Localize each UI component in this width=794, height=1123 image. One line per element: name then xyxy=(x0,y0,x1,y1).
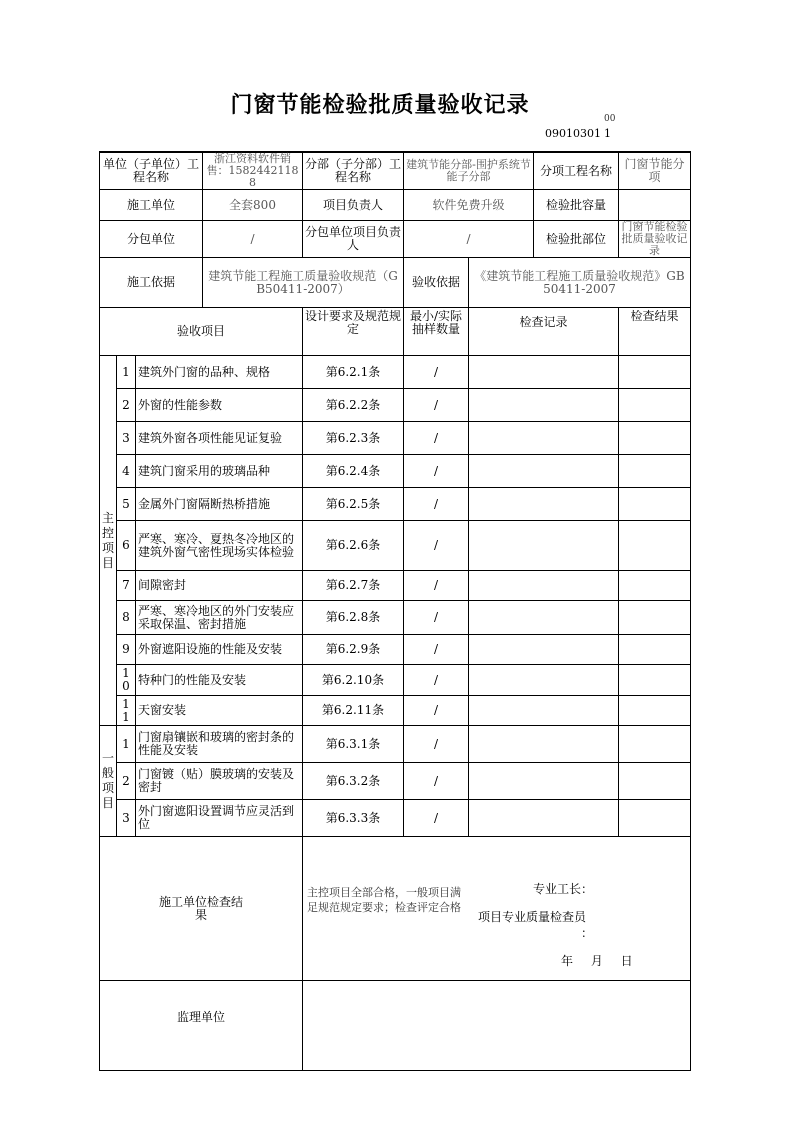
subunit-name-label: 分部（子分部）工程名称 xyxy=(303,152,404,190)
item-requirement: 第6.2.10条 xyxy=(303,665,404,696)
construction-unit-label: 施工单位 xyxy=(100,190,203,221)
item-result xyxy=(619,696,691,726)
item-requirement: 第6.2.7条 xyxy=(303,571,404,601)
table-row xyxy=(100,488,691,521)
item-sample-qty: / xyxy=(404,488,469,521)
form-code-suffix-top: 00 xyxy=(604,114,616,124)
item-result xyxy=(619,635,691,665)
item-sample-qty: / xyxy=(404,601,469,635)
item-requirement: 第6.2.4条 xyxy=(303,455,404,488)
row-number: 3 xyxy=(117,422,136,455)
item-sample-qty: / xyxy=(404,726,469,763)
unit-name-value: 浙江资料软件销售：15824421188 xyxy=(203,152,303,190)
item-name: 严寒、寒冷、夏热冬冷地区的建筑外窗气密性现场实体检验 xyxy=(136,521,303,571)
table-row xyxy=(100,726,691,763)
quality-inspector-colon: ： xyxy=(581,926,594,940)
table-row xyxy=(100,601,691,635)
item-requirement: 第6.2.11条 xyxy=(303,696,404,726)
row-number: 1 xyxy=(117,356,136,389)
item-record xyxy=(469,422,619,455)
batch-capacity-label: 检验批容量 xyxy=(534,190,619,221)
row-number: 10 xyxy=(117,665,136,696)
table-row xyxy=(100,571,691,601)
item-record xyxy=(469,726,619,763)
table-row xyxy=(100,800,691,837)
supervision-label: 监理单位 xyxy=(100,981,303,1071)
acceptance-basis-label: 验收依据 xyxy=(404,258,469,308)
item-requirement: 第6.2.8条 xyxy=(303,601,404,635)
item-result xyxy=(619,356,691,389)
item-result xyxy=(619,571,691,601)
form-code: 09010301 xyxy=(545,127,601,140)
item-name: 建筑外窗各项性能见证复验 xyxy=(136,422,303,455)
row-number: 11 xyxy=(117,696,136,726)
item-name: 天窗安装 xyxy=(136,696,303,726)
item-name: 特种门的性能及安装 xyxy=(136,665,303,696)
general-items-label: 一般项目 xyxy=(100,726,117,837)
table-row xyxy=(100,521,691,571)
item-sample-qty: / xyxy=(404,389,469,422)
project-manager-label: 项目负责人 xyxy=(303,190,404,221)
item-sample-qty: / xyxy=(404,571,469,601)
project-manager-value: 软件免费升级 xyxy=(404,190,534,221)
item-sample-qty: / xyxy=(404,521,469,571)
item-record xyxy=(469,521,619,571)
table-row xyxy=(100,422,691,455)
acceptance-table xyxy=(99,151,691,1071)
main-control-label: 主控项目 xyxy=(100,356,117,726)
item-requirement: 第6.3.2条 xyxy=(303,763,404,800)
table-row xyxy=(100,665,691,696)
subcontractor-manager-label: 分包单位项目负责人 xyxy=(303,221,404,258)
check-conclusion: 主控项目全部合格，一般项目满足规范规定要求；检查评定合格 xyxy=(307,886,461,914)
construction-basis-value: 建筑节能工程施工质量验收规范（GB50411-2007） xyxy=(203,258,404,308)
page-title: 门窗节能检验批质量验收记录 xyxy=(230,93,530,118)
table-row xyxy=(100,763,691,800)
item-requirement: 第6.2.5条 xyxy=(303,488,404,521)
item-name: 建筑门窗采用的玻璃品种 xyxy=(136,455,303,488)
batch-location-label: 检验批部位 xyxy=(534,221,619,258)
column-header-item: 验收项目 xyxy=(100,308,303,356)
item-sample-qty: / xyxy=(404,696,469,726)
column-header-result: 检查结果 xyxy=(619,308,691,356)
row-number: 3 xyxy=(117,800,136,837)
item-record xyxy=(469,488,619,521)
row-number: 2 xyxy=(117,389,136,422)
acceptance-form xyxy=(99,151,690,1024)
item-result xyxy=(619,422,691,455)
item-name: 建筑外门窗的品种、规格 xyxy=(136,356,303,389)
table-row xyxy=(100,356,691,389)
item-record xyxy=(469,455,619,488)
row-number: 8 xyxy=(117,601,136,635)
row-number: 5 xyxy=(117,488,136,521)
table-row xyxy=(100,455,691,488)
item-sample-qty: / xyxy=(404,422,469,455)
item-requirement: 第6.2.2条 xyxy=(303,389,404,422)
item-result xyxy=(619,726,691,763)
row-number: 4 xyxy=(117,455,136,488)
row-number: 6 xyxy=(117,521,136,571)
item-record xyxy=(469,763,619,800)
form-code-suffix: 1 xyxy=(604,127,611,140)
item-name: 外窗遮阳设施的性能及安装 xyxy=(136,635,303,665)
item-name-value: 门窗节能分项 xyxy=(619,152,691,190)
column-header-requirement: 设计要求及规范规定 xyxy=(303,308,404,356)
batch-location-value: 门窗节能检验批质量验收记录 xyxy=(619,221,691,258)
table-row xyxy=(100,389,691,422)
column-header-sample-qty: 最小/实际抽样数量 xyxy=(404,308,469,356)
item-name: 门窗镀（贴）膜玻璃的安装及密封 xyxy=(136,763,303,800)
item-requirement: 第6.2.1条 xyxy=(303,356,404,389)
construction-unit-value: 全套800 xyxy=(203,190,303,221)
subcontractor-label: 分包单位 xyxy=(100,221,203,258)
item-sample-qty: / xyxy=(404,455,469,488)
item-sample-qty: / xyxy=(404,665,469,696)
item-requirement: 第6.3.1条 xyxy=(303,726,404,763)
construction-check-block xyxy=(303,837,691,981)
table-row xyxy=(100,696,691,726)
supervision-block xyxy=(303,981,691,1071)
item-result xyxy=(619,455,691,488)
item-sample-qty: / xyxy=(404,763,469,800)
construction-basis-label: 施工依据 xyxy=(100,258,203,308)
check-date: 年 月 日 xyxy=(561,954,633,968)
column-header-record: 检查记录 xyxy=(469,308,619,356)
item-record xyxy=(469,601,619,635)
subcontractor-value: / xyxy=(203,221,303,258)
item-requirement: 第6.3.3条 xyxy=(303,800,404,837)
item-name: 门窗扇镶嵌和玻璃的密封条的性能及安装 xyxy=(136,726,303,763)
item-requirement: 第6.2.3条 xyxy=(303,422,404,455)
item-name: 严寒、寒冷地区的外门安装应采取保温、密封措施 xyxy=(136,601,303,635)
item-result xyxy=(619,389,691,422)
row-number: 1 xyxy=(117,726,136,763)
item-sample-qty: / xyxy=(404,800,469,837)
item-result xyxy=(619,488,691,521)
item-result xyxy=(619,763,691,800)
construction-check-label: 施工单位检查结果 xyxy=(100,837,303,981)
item-name: 间隙密封 xyxy=(136,571,303,601)
item-sample-qty: / xyxy=(404,356,469,389)
item-record xyxy=(469,665,619,696)
item-record xyxy=(469,800,619,837)
item-record xyxy=(469,389,619,422)
item-sample-qty: / xyxy=(404,635,469,665)
item-requirement: 第6.2.9条 xyxy=(303,635,404,665)
unit-name-label: 单位（子单位）工程名称 xyxy=(100,152,203,190)
item-record xyxy=(469,571,619,601)
acceptance-basis-value: 《建筑节能工程施工质量验收规范》GB50411-2007 xyxy=(469,258,691,308)
quality-inspector-label: 项目专业质量检查员 xyxy=(478,910,587,924)
foreman-label: 专业工长： xyxy=(533,882,594,896)
row-number: 2 xyxy=(117,763,136,800)
subunit-name-value: 建筑节能分部-围护系统节能子分部 xyxy=(404,152,534,190)
item-name: 外窗的性能参数 xyxy=(136,389,303,422)
item-record xyxy=(469,635,619,665)
item-requirement: 第6.2.6条 xyxy=(303,521,404,571)
table-row xyxy=(100,635,691,665)
batch-capacity-value xyxy=(619,190,691,221)
item-result xyxy=(619,601,691,635)
item-record xyxy=(469,356,619,389)
row-number: 9 xyxy=(117,635,136,665)
item-result xyxy=(619,521,691,571)
item-name-label: 分项工程名称 xyxy=(534,152,619,190)
item-name: 外门窗遮阳设置调节应灵活到位 xyxy=(136,800,303,837)
subcontractor-manager-value: / xyxy=(404,221,534,258)
item-result xyxy=(619,665,691,696)
item-name: 金属外门窗隔断热桥措施 xyxy=(136,488,303,521)
item-result xyxy=(619,800,691,837)
row-number: 7 xyxy=(117,571,136,601)
item-record xyxy=(469,696,619,726)
